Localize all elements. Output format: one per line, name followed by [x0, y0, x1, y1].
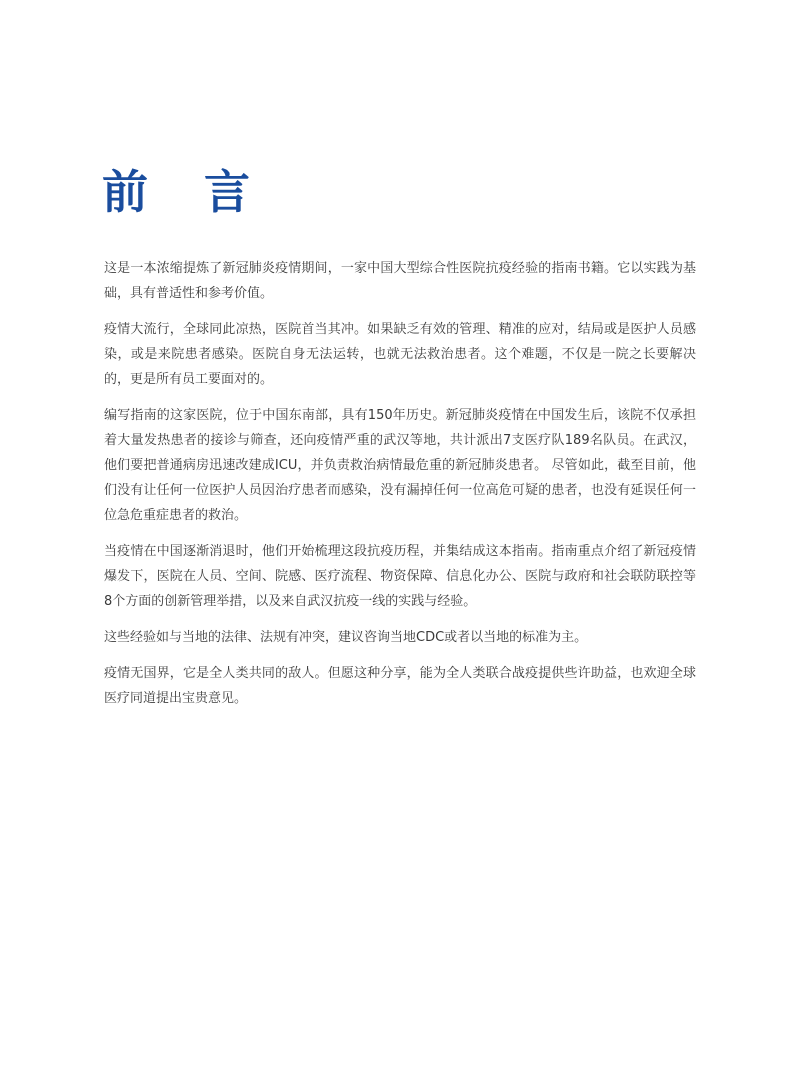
paragraph: 疫情无国界，它是全人类共同的敌人。但愿这种分享，能为全人类联合战疫提供些许助益，也欢迎全球医疗同道提出宝贵意见。 — [104, 666, 696, 706]
paragraph: 这是一本浓缩提炼了新冠肺炎疫情期间，一家中国大型综合性医院抗疫经验的指南书籍。它以实践为基础，具有普适性和参考价值。 — [104, 261, 696, 301]
paragraph: 疫情大流行，全球同此凉热，医院首当其冲。如果缺乏有效的管理、精准的应对，结局或是医护人员感染，或是来院患者感染。医院自身无法运转，也就无法救治患者。这个难题，不仅是一院之长要解决的，更是所有员工要面对的。 — [104, 322, 696, 387]
paragraph: 这些经验如与当地的法律、法规有冲突，建议咨询当地CDC或者以当地的标准为主。 — [104, 630, 588, 645]
paragraph: 编写指南的这家医院，位于中国东南部，具有150年历史。新冠肺炎疫情在中国发生后，该院不仅承担着大量发热患者的接诊与筛查，还向疫情严重的武汉等地，共计派出7支医疗队189名队员。在武汉，他们要把普通病房迅速改建成ICU，并负责救治病情最危重的新冠肺炎患者。 尽管如此，截至目前，他们没有让任何一位医护人员因治疗患者而感染，没有漏掉任何一位高危可疑的患者，也没有延误任何一位急危重症患者的救治。 — [104, 408, 696, 523]
preface-body — [104, 256, 696, 722]
page-title: 前 言 — [102, 165, 271, 219]
paragraph: 当疫情在中国逐渐消退时，他们开始梳理这段抗疫历程，并集结成这本指南。指南重点介绍了新冠疫情爆发下，医院在人员、空间、院感、医疗流程、物资保障、信息化办公、医院与政府和社会联防联控等8个方面的创新管理举措，以及来自武汉抗疫一线的实践与经验。 — [104, 544, 696, 609]
